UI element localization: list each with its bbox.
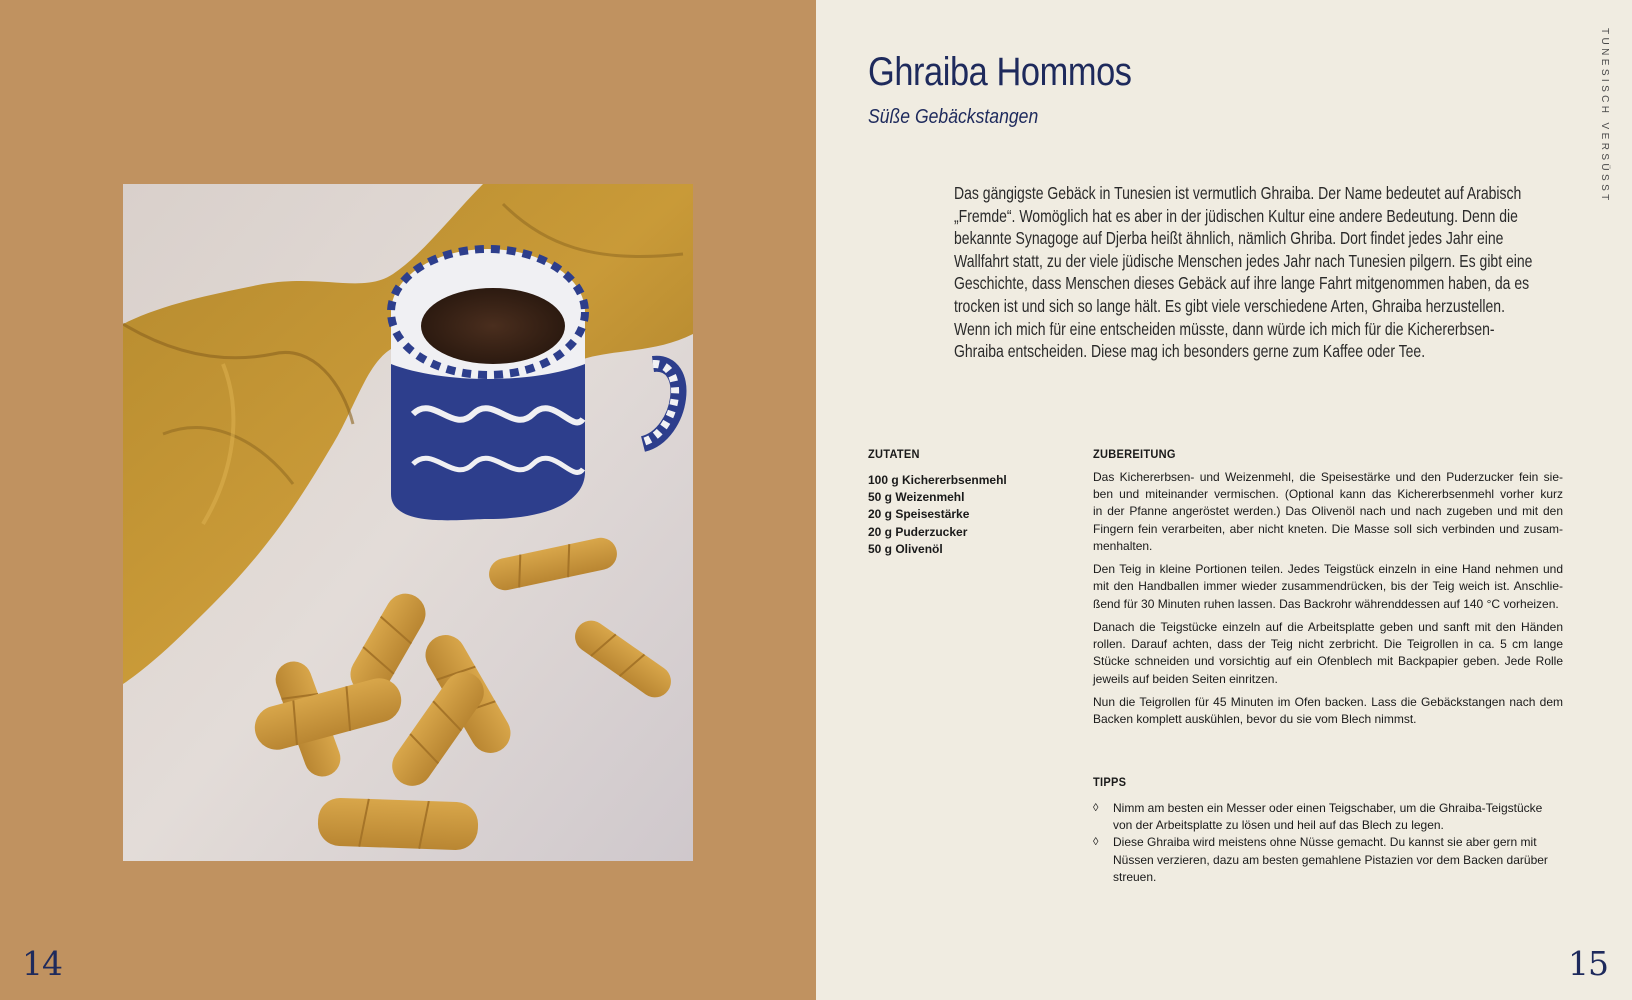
preparation-step xyxy=(1093,694,1563,728)
intro-line: trocken ist und sich so lange hält. Es gibt viele verschiedene Arten, Ghraiba herzustellen. xyxy=(954,295,1505,316)
page-number-left: 14 xyxy=(22,944,62,983)
step-line: mit den Handballen immer wieder zusammendrücken, bis der Teig weich ist. Anschlie- xyxy=(1093,579,1563,594)
ingredients-list xyxy=(868,472,1007,558)
tips-list xyxy=(1093,800,1563,886)
ingredient-item: 20 g Speisestärke xyxy=(868,507,970,522)
ingredient-item: 20 g Puderzucker xyxy=(868,524,968,539)
tip-line: Diese Ghraiba wird meistens ohne Nüsse gemacht. Du kannst sie aber gern mit xyxy=(1113,835,1537,850)
diamond-bullet-icon: ◊ xyxy=(1093,836,1099,849)
preparation-step xyxy=(1093,469,1563,555)
ingredient-item: 50 g Weizenmehl xyxy=(868,490,965,505)
recipe-subtitle: Süße Gebäckstangen xyxy=(868,106,1039,128)
tips-heading: TIPPS xyxy=(1093,775,1127,789)
right-page xyxy=(816,0,1632,1000)
step-line: rollen. Darauf achten, dass der Teig nicht zerbricht. Die Teigrollen in ca. 5 cm lange xyxy=(1093,637,1563,652)
intro-line: Wallfahrt statt, zu der viele jüdische Menschen jedes Jahr nach Tunesien pilgern. Es gibt eine xyxy=(954,250,1533,271)
intro-paragraph xyxy=(954,182,1562,363)
tip-line: Nüssen verzieren, dazu am besten gemahlene Pistazien vor dem Backen darüber xyxy=(1113,852,1548,867)
preparation-heading: ZUBEREITUNG xyxy=(1093,447,1176,461)
page-number-right: 15 xyxy=(1568,944,1608,983)
intro-line: bekannte Synagoge auf Djerba heißt ähnlich, nämlich Ghriba. Dort findet jedes Jahr eine xyxy=(954,228,1504,249)
recipe-title: Ghraiba Hommos xyxy=(868,50,1132,94)
step-line: in der Pfanne angeröstet werden.) Das Olivenöl nach und nach zugeben und mit den xyxy=(1093,504,1563,519)
step-line: Den Teig in kleine Portionen teilen. Jedes Teigstück einzeln in eine Hand nehmen und xyxy=(1093,562,1563,577)
step-line: Das Kichererbsen- und Weizenmehl, die Speisestärke und den Puderzucker fein sie- xyxy=(1093,470,1563,484)
ingredients-heading: ZUTATEN xyxy=(868,447,920,461)
preparation-steps xyxy=(1093,469,1563,735)
tip-line: Nimm am besten ein Messer oder einen Teigschaber, um die Ghraiba-Teigstücke xyxy=(1113,801,1543,815)
step-line: ben und miteinander vermischen. (Optional kann das Kichererbsenmehl vorher kurz xyxy=(1093,487,1563,502)
step-line: Danach die Teigstücke einzeln auf die Arbeitsplatte geben und sanft mit den Händen xyxy=(1093,620,1563,634)
diamond-bullet-icon: ◊ xyxy=(1093,802,1099,814)
food-photo xyxy=(123,184,693,861)
tip-item xyxy=(1093,834,1563,886)
step-line: Stücke schneiden und vorsichtig auf ein Ofenblech mit Backpapier geben. Jede Rolle xyxy=(1093,654,1563,669)
ingredient-item: 100 g Kichererbsenmehl xyxy=(868,473,1007,487)
step-line: ßend für 30 Minuten ruhen lassen. Das Backrohr währenddessen auf 140 °C vorheizen. xyxy=(1093,596,1559,611)
tip-line: von der Arbeitsplatte zu lösen und heil auf das Blech zu legen. xyxy=(1113,818,1444,833)
preparation-step xyxy=(1093,561,1563,613)
preparation-step xyxy=(1093,619,1563,688)
step-line: menhalten. xyxy=(1093,538,1153,553)
ingredient-item: 50 g Olivenöl xyxy=(868,541,943,556)
intro-line: Das gängigste Gebäck in Tunesien ist vermutlich Ghraiba. Der Name bedeutet auf Arabisch xyxy=(954,183,1522,203)
step-line: jeweils auf beiden Seiten einritzen. xyxy=(1093,671,1278,686)
intro-line: Geschichte, dass Menschen dieses Gebäck auf ihre lange Fahrt mitgenommen haben, da es xyxy=(954,273,1530,294)
step-line: Fingern fein verarbeiten, aber nicht kneten. Die Masse soll sich verbinden und zusam- xyxy=(1093,521,1563,536)
intro-line: Ghraiba entscheiden. Diese mag ich besonders gerne zum Kaffee oder Tee. xyxy=(954,341,1426,362)
tip-line: streuen. xyxy=(1113,869,1157,884)
intro-line: „Fremde“. Womöglich hat es aber in der jüdischen Kultur eine andere Bedeutung. Denn die xyxy=(954,205,1518,226)
tip-item xyxy=(1093,800,1563,834)
chapter-side-title: TUNESISCH VERSÜSST xyxy=(1599,28,1610,204)
intro-line: Wenn ich mich für eine entscheiden müsste, dann würde ich mich für die Kichererbsen- xyxy=(954,318,1495,339)
step-line: Nun die Teigrollen für 45 Minuten im Ofen backen. Lass die Gebäckstangen nach dem xyxy=(1093,695,1563,709)
step-line: Backen komplett auskühlen, bevor du sie vom Blech nimmst. xyxy=(1093,712,1417,727)
